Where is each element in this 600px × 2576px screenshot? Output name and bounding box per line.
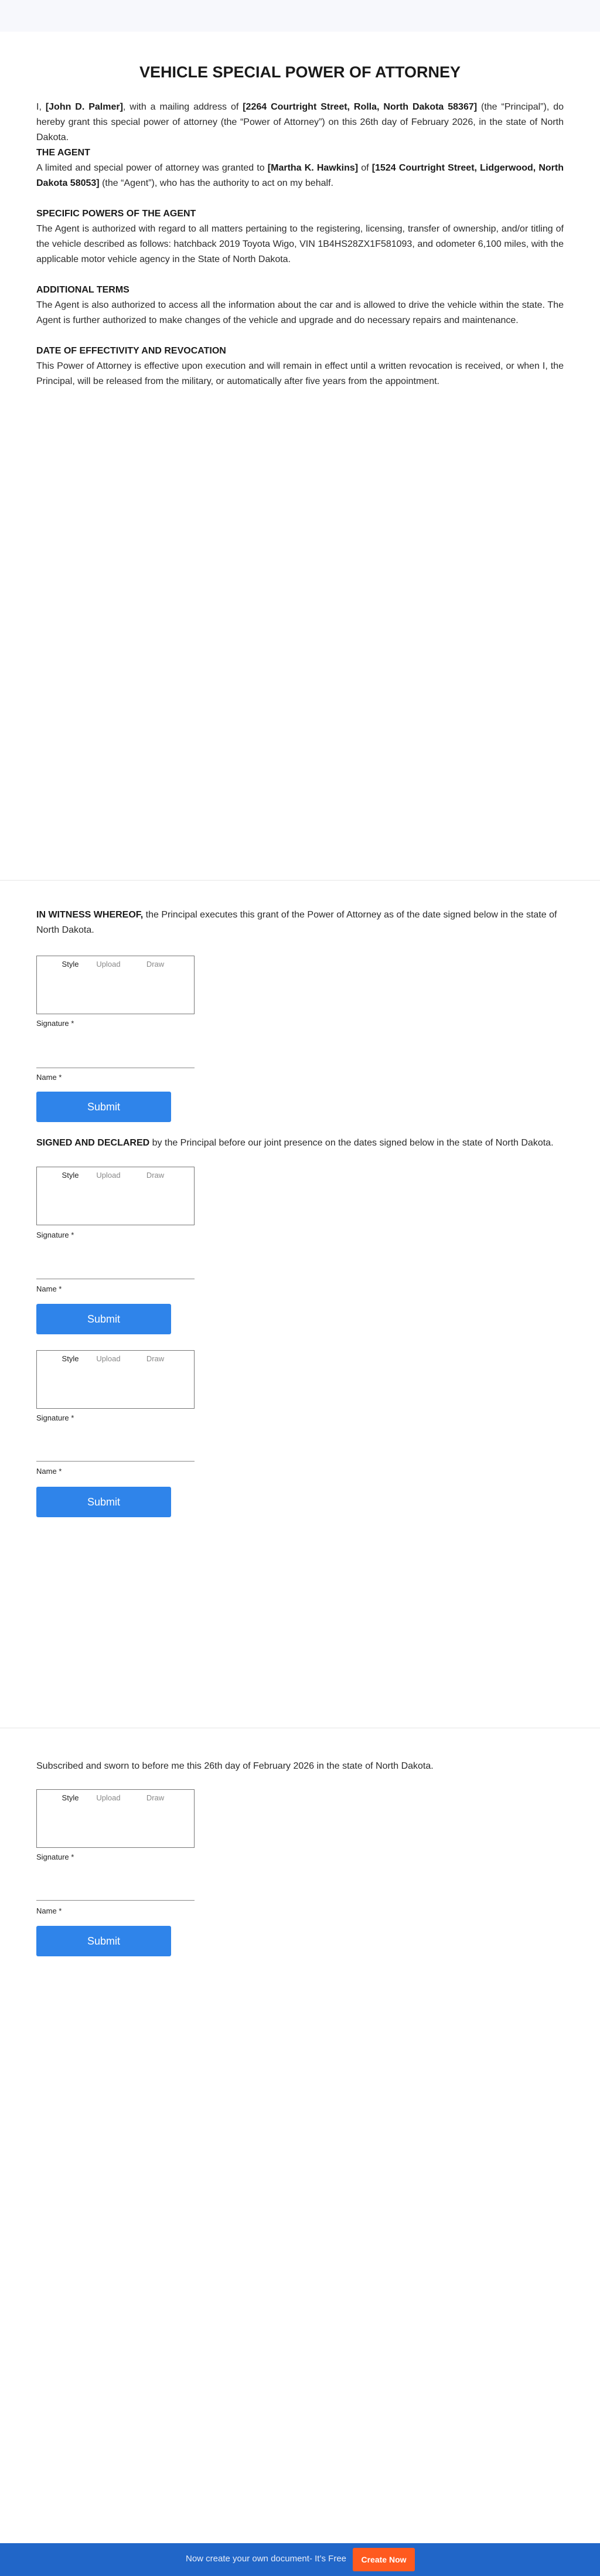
- signature-pad[interactable]: [36, 956, 195, 1014]
- name-label: Name *: [36, 1073, 62, 1082]
- submit-button[interactable]: Submit: [36, 1092, 171, 1122]
- signature-pad[interactable]: [36, 1350, 195, 1409]
- submit-button[interactable]: Submit: [36, 1487, 171, 1517]
- tab-draw[interactable]: Draw: [146, 1171, 165, 1180]
- tab-upload[interactable]: Upload: [96, 1171, 121, 1180]
- tab-upload[interactable]: Upload: [96, 1354, 121, 1363]
- create-now-button[interactable]: Create Now: [353, 2548, 415, 2571]
- signature-label: Signature *: [36, 1853, 74, 1861]
- tab-draw[interactable]: Draw: [146, 1793, 165, 1802]
- section-heading: ADDITIONAL TERMS: [36, 285, 129, 295]
- section-agent: THE AGENT A limited and special power of attorney was granted to [Martha K. Hawkins] of [1524 Courtright Street, Lidgerwood, North Dakota 58053] (the “Agent”), who has the authority to act on my behalf.: [36, 145, 564, 191]
- section-revocation: DATE OF EFFECTIVITY AND REVOCATION This Power of Attorney is effective upon execution and will remain in effect until a written revocation is received, or when I, the Principal, will be released from the military, or automatically after five years from the appointment.: [36, 344, 564, 389]
- tab-draw[interactable]: Draw: [146, 960, 165, 968]
- page-divider: [0, 880, 600, 881]
- tab-style[interactable]: Style: [62, 1793, 79, 1802]
- name-label: Name *: [36, 1284, 62, 1293]
- signature-label: Signature *: [36, 1019, 74, 1028]
- signature-label: Signature *: [36, 1231, 74, 1239]
- tab-style[interactable]: Style: [62, 960, 79, 968]
- declared-statement: SIGNED AND DECLARED by the Principal before our joint presence on the dates signed below in the state of North Dakota.: [36, 1138, 554, 1148]
- name-input[interactable]: [36, 1900, 195, 1901]
- section-terms: ADDITIONAL TERMS The Agent is also authorized to access all the information about the car and is allowed to drive the vehicle within the state. The Agent is further authorized to make changes of the vehicle and upgrade and do necessary repairs and maintenance.: [36, 283, 564, 328]
- signature-label: Signature *: [36, 1413, 74, 1422]
- tab-upload[interactable]: Upload: [96, 960, 121, 968]
- section-heading: DATE OF EFFECTIVITY AND REVOCATION: [36, 346, 226, 356]
- section-heading: SPECIFIC POWERS OF THE AGENT: [36, 209, 196, 219]
- signature-pad[interactable]: [36, 1167, 195, 1225]
- footer-cta-bar: [0, 2543, 600, 2576]
- agent-name: [Martha K. Hawkins]: [267, 163, 359, 173]
- witness-statement: IN WITNESS WHEREOF, the Principal executes this grant of the Power of Attorney as of the date signed below in the state of North Dakota.: [36, 910, 557, 935]
- name-input[interactable]: [36, 1461, 195, 1462]
- signature-pad[interactable]: [36, 1789, 195, 1848]
- intro-paragraph: I, [John D. Palmer], with a mailing address of [2264 Courtright Street, Rolla, North Dakota 58367] (the “Principal”), do hereby grant this special power of attorney (the “Power of Attorney”) on this 26th day of February 2026, in the state of North Dakota.: [36, 102, 564, 142]
- tab-upload[interactable]: Upload: [96, 1793, 121, 1802]
- name-label: Name *: [36, 1467, 62, 1476]
- submit-button[interactable]: Submit: [36, 1304, 171, 1334]
- agent-address: [1524 Courtright Street, Lidgerwood, North Dakota 58053]: [36, 163, 564, 188]
- tab-style[interactable]: Style: [62, 1354, 79, 1363]
- top-bar: [0, 0, 600, 32]
- section-powers: SPECIFIC POWERS OF THE AGENT The Agent is authorized with regard to all matters pertaining to the registering, licensing, transfer of ownership, and/or titling of the vehicle described as follows: hatchback 2019 Toyota Wigo, VIN 1B4HS28ZX1F581093, and odometer 6,100 miles, with the applicable motor vehicle agency in the State of North Dakota.: [36, 206, 564, 267]
- tab-style[interactable]: Style: [62, 1171, 79, 1180]
- section-heading: THE AGENT: [36, 148, 90, 158]
- sworn-statement: Subscribed and sworn to before me this 26th day of February 2026 in the state of North Dakota.: [36, 1761, 434, 1771]
- principal-name: [John D. Palmer]: [45, 102, 123, 112]
- page-title: VEHICLE SPECIAL POWER OF ATTORNEY: [139, 63, 461, 81]
- name-label: Name *: [36, 1906, 62, 1915]
- footer-text: Now create your own document- It’s Free: [186, 2554, 347, 2564]
- document-body: [36, 100, 564, 405]
- tab-draw[interactable]: Draw: [146, 1354, 165, 1363]
- submit-button[interactable]: Submit: [36, 1926, 171, 1956]
- principal-address: [2264 Courtright Street, Rolla, North Dakota 58367]: [243, 102, 478, 112]
